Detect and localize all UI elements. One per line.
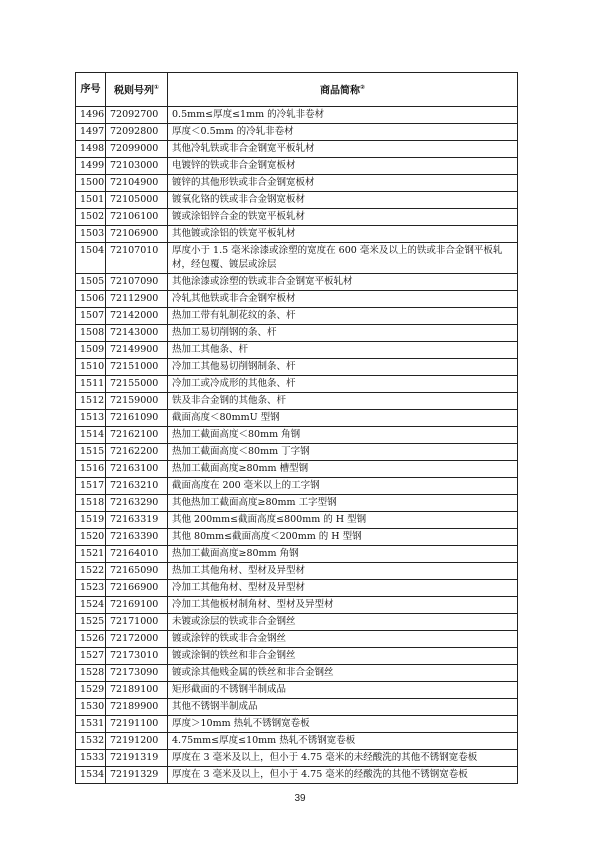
cell-serial-number: 1528 xyxy=(76,665,106,682)
table-row xyxy=(76,427,518,444)
cell-tariff-code: 72169100 xyxy=(106,597,168,614)
table-row xyxy=(76,614,518,631)
cell-tariff-code: 72163210 xyxy=(106,478,168,495)
cell-serial-number: 1499 xyxy=(76,158,106,175)
cell-tariff-code: 72173090 xyxy=(106,665,168,682)
cell-product-name: 镀锌的其他形铁或非合金钢宽板材 xyxy=(168,175,518,192)
cell-serial-number: 1523 xyxy=(76,580,106,597)
cell-serial-number: 1509 xyxy=(76,342,106,359)
table-row xyxy=(76,665,518,682)
cell-serial-number: 1510 xyxy=(76,359,106,376)
cell-product-name: 未镀或涂层的铁或非合金钢丝 xyxy=(168,614,518,631)
cell-tariff-code: 72142000 xyxy=(106,308,168,325)
cell-serial-number: 1532 xyxy=(76,733,106,750)
cell-product-name: 截面高度在 200 毫米以上的工字钢 xyxy=(168,478,518,495)
cell-serial-number: 1518 xyxy=(76,495,106,512)
header-product-name: 商品简称② xyxy=(168,73,518,107)
cell-serial-number: 1525 xyxy=(76,614,106,631)
cell-serial-number: 1526 xyxy=(76,631,106,648)
cell-serial-number: 1501 xyxy=(76,192,106,209)
cell-product-name: 厚度＞10mm 热轧不锈钢宽卷板 xyxy=(168,716,518,733)
page-number: 39 xyxy=(294,793,306,804)
cell-product-name: 热加工截面高度≥80mm 槽型钢 xyxy=(168,461,518,478)
cell-serial-number: 1521 xyxy=(76,546,106,563)
cell-product-name: 热加工其他角材、型材及异型材 xyxy=(168,563,518,580)
cell-product-name: 热加工其他条、杆 xyxy=(168,342,518,359)
cell-serial-number: 1522 xyxy=(76,563,106,580)
cell-tariff-code: 72162200 xyxy=(106,444,168,461)
table-row xyxy=(76,192,518,209)
cell-serial-number: 1517 xyxy=(76,478,106,495)
cell-product-name: 冷加工其他角材、型材及异型材 xyxy=(168,580,518,597)
cell-product-name: 其他不锈钢半制成品 xyxy=(168,699,518,716)
cell-product-name: 其他冷轧铁或非合金钢宽平板轧材 xyxy=(168,141,518,158)
cell-tariff-code: 72191329 xyxy=(106,767,168,784)
cell-tariff-code: 72173010 xyxy=(106,648,168,665)
cell-tariff-code: 72092700 xyxy=(106,107,168,124)
table-row xyxy=(76,342,518,359)
cell-product-name: 其他 80mm≤截面高度＜200mm 的 H 型钢 xyxy=(168,529,518,546)
cell-product-name: 矩形截面的不锈钢半制成品 xyxy=(168,682,518,699)
cell-serial-number: 1524 xyxy=(76,597,106,614)
cell-product-name: 冷加工或冷成形的其他条、杆 xyxy=(168,376,518,393)
cell-product-name: 冷轧其他铁或非合金钢窄板材 xyxy=(168,291,518,308)
cell-product-name: 冷加工其他易切削钢制条、杆 xyxy=(168,359,518,376)
table-row xyxy=(76,107,518,124)
cell-tariff-code: 72163290 xyxy=(106,495,168,512)
cell-product-name: 镀或涂铜的铁丝和非合金钢丝 xyxy=(168,648,518,665)
cell-tariff-code: 72164010 xyxy=(106,546,168,563)
cell-product-name: 热加工带有轧制花纹的条、杆 xyxy=(168,308,518,325)
cell-serial-number: 1503 xyxy=(76,226,106,243)
cell-tariff-code: 72171000 xyxy=(106,614,168,631)
cell-tariff-code: 72191319 xyxy=(106,750,168,767)
cell-product-name: 厚度小于 1.5 毫米涂漆或涂塑的宽度在 600 毫米及以上的铁或非合金钢平板轧材，经包覆、镀层或涂层 xyxy=(168,243,518,274)
cell-serial-number: 1534 xyxy=(76,767,106,784)
table-row xyxy=(76,461,518,478)
cell-serial-number: 1511 xyxy=(76,376,106,393)
table-row xyxy=(76,648,518,665)
table-row xyxy=(76,750,518,767)
table-row xyxy=(76,158,518,175)
cell-product-name: 镀或涂锌的铁或非合金钢丝 xyxy=(168,631,518,648)
cell-serial-number: 1533 xyxy=(76,750,106,767)
cell-tariff-code: 72105000 xyxy=(106,192,168,209)
header-serial-number: 序号 xyxy=(76,73,106,107)
cell-tariff-code: 72104900 xyxy=(106,175,168,192)
table-row xyxy=(76,478,518,495)
cell-product-name: 镀氧化铬的铁或非合金钢宽板材 xyxy=(168,192,518,209)
table-row xyxy=(76,393,518,410)
cell-product-name: 其他镀或涂铝的铁宽平板轧材 xyxy=(168,226,518,243)
cell-tariff-code: 72159000 xyxy=(106,393,168,410)
cell-tariff-code: 72107010 xyxy=(106,243,168,274)
cell-product-name: 镀或涂铝锌合金的铁宽平板轧材 xyxy=(168,209,518,226)
table-row xyxy=(76,410,518,427)
cell-product-name: 热加工易切削钢的条、杆 xyxy=(168,325,518,342)
cell-serial-number: 1529 xyxy=(76,682,106,699)
table-row xyxy=(76,325,518,342)
table-row xyxy=(76,546,518,563)
cell-tariff-code: 72166900 xyxy=(106,580,168,597)
cell-tariff-code: 72112900 xyxy=(106,291,168,308)
table-row xyxy=(76,274,518,291)
table-row xyxy=(76,444,518,461)
table-row xyxy=(76,512,518,529)
table-row xyxy=(76,495,518,512)
cell-product-name: 热加工截面高度≥80mm 角钢 xyxy=(168,546,518,563)
table-row xyxy=(76,209,518,226)
cell-serial-number: 1505 xyxy=(76,274,106,291)
table-row xyxy=(76,580,518,597)
table-row xyxy=(76,682,518,699)
table-row xyxy=(76,124,518,141)
cell-product-name: 热加工截面高度＜80mm 角钢 xyxy=(168,427,518,444)
table-row xyxy=(76,699,518,716)
table-row xyxy=(76,529,518,546)
cell-product-name: 厚度在 3 毫米及以上，但小于 4.75 毫米的未经酸洗的其他不锈钢宽卷板 xyxy=(168,750,518,767)
cell-tariff-code: 72163100 xyxy=(106,461,168,478)
cell-product-name: 电镀锌的铁或非合金钢宽板材 xyxy=(168,158,518,175)
table-row xyxy=(76,359,518,376)
cell-tariff-code: 72155000 xyxy=(106,376,168,393)
table-row xyxy=(76,563,518,580)
cell-serial-number: 1520 xyxy=(76,529,106,546)
cell-product-name: 其他热加工截面高度≥80mm 工字型钢 xyxy=(168,495,518,512)
cell-tariff-code: 72165090 xyxy=(106,563,168,580)
header-tariff-code: 税则号列① xyxy=(106,73,168,107)
cell-tariff-code: 72106900 xyxy=(106,226,168,243)
cell-tariff-code: 72163319 xyxy=(106,512,168,529)
cell-tariff-code: 72191100 xyxy=(106,716,168,733)
table-row xyxy=(76,226,518,243)
cell-serial-number: 1514 xyxy=(76,427,106,444)
table-row xyxy=(76,308,518,325)
cell-serial-number: 1530 xyxy=(76,699,106,716)
cell-product-name: 厚度在 3 毫米及以上，但小于 4.75 毫米的经酸洗的其他不锈钢宽卷板 xyxy=(168,767,518,784)
cell-product-name: 热加工截面高度＜80mm 丁字钢 xyxy=(168,444,518,461)
cell-tariff-code: 72172000 xyxy=(106,631,168,648)
table-row xyxy=(76,631,518,648)
cell-serial-number: 1508 xyxy=(76,325,106,342)
cell-tariff-code: 72189100 xyxy=(106,682,168,699)
cell-product-name: 其他 200mm≤截面高度≤800mm 的 H 型钢 xyxy=(168,512,518,529)
table-row xyxy=(76,291,518,308)
cell-serial-number: 1513 xyxy=(76,410,106,427)
table-row xyxy=(76,597,518,614)
cell-serial-number: 1496 xyxy=(76,107,106,124)
cell-product-name: 冷加工其他板材制角材、型材及异型材 xyxy=(168,597,518,614)
cell-tariff-code: 72149900 xyxy=(106,342,168,359)
cell-product-name: 铁及非合金钢的其他条、杆 xyxy=(168,393,518,410)
cell-serial-number: 1512 xyxy=(76,393,106,410)
cell-tariff-code: 72189900 xyxy=(106,699,168,716)
cell-tariff-code: 72163390 xyxy=(106,529,168,546)
cell-tariff-code: 72092800 xyxy=(106,124,168,141)
cell-tariff-code: 72161090 xyxy=(106,410,168,427)
cell-serial-number: 1498 xyxy=(76,141,106,158)
table-row xyxy=(76,733,518,750)
cell-tariff-code: 72107090 xyxy=(106,274,168,291)
table-row xyxy=(76,141,518,158)
cell-serial-number: 1527 xyxy=(76,648,106,665)
tariff-table xyxy=(75,72,518,784)
cell-product-name: 厚度＜0.5mm 的冷轧非卷材 xyxy=(168,124,518,141)
cell-product-name: 截面高度＜80mmU 型钢 xyxy=(168,410,518,427)
cell-product-name: 镀或涂其他贱金属的铁丝和非合金钢丝 xyxy=(168,665,518,682)
cell-serial-number: 1507 xyxy=(76,308,106,325)
cell-product-name: 其他涂漆或涂塑的铁或非合金钢宽平板轧材 xyxy=(168,274,518,291)
cell-tariff-code: 72162100 xyxy=(106,427,168,444)
cell-serial-number: 1504 xyxy=(76,243,106,274)
table-row xyxy=(76,767,518,784)
cell-serial-number: 1506 xyxy=(76,291,106,308)
cell-product-name: 0.5mm≤厚度≤1mm 的冷轧非卷材 xyxy=(168,107,518,124)
cell-serial-number: 1519 xyxy=(76,512,106,529)
cell-tariff-code: 72151000 xyxy=(106,359,168,376)
table-row xyxy=(76,243,518,274)
cell-product-name: 4.75mm≤厚度≤10mm 热轧不锈钢宽卷板 xyxy=(168,733,518,750)
cell-serial-number: 1497 xyxy=(76,124,106,141)
cell-serial-number: 1516 xyxy=(76,461,106,478)
cell-serial-number: 1531 xyxy=(76,716,106,733)
table-row xyxy=(76,716,518,733)
cell-tariff-code: 72099000 xyxy=(106,141,168,158)
cell-tariff-code: 72191200 xyxy=(106,733,168,750)
cell-serial-number: 1502 xyxy=(76,209,106,226)
cell-tariff-code: 72143000 xyxy=(106,325,168,342)
table-row xyxy=(76,175,518,192)
table-header-row xyxy=(76,73,518,107)
cell-tariff-code: 72106100 xyxy=(106,209,168,226)
cell-serial-number: 1500 xyxy=(76,175,106,192)
cell-serial-number: 1515 xyxy=(76,444,106,461)
table-row xyxy=(76,376,518,393)
cell-tariff-code: 72103000 xyxy=(106,158,168,175)
